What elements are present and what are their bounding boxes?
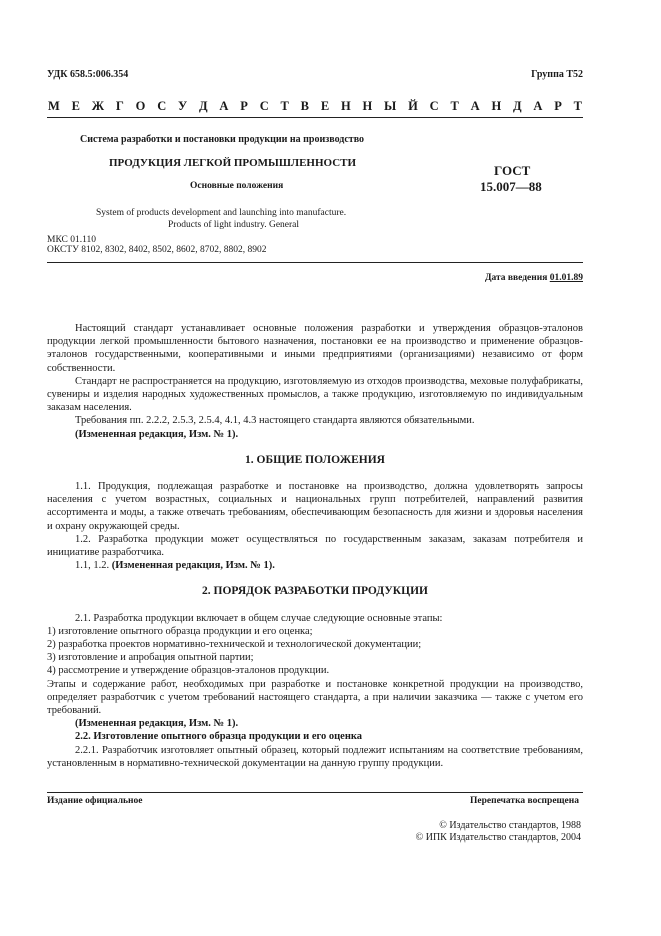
section-2-heading: 2. ПОРЯДОК РАЗРАБОТКИ ПРОДУКЦИИ xyxy=(202,585,428,598)
section-1-paragraph-2: 1.2. Разработка продукции может осуществляться по государственным заказам, заказам потребителя и инициативе разработчика. xyxy=(47,533,583,559)
list-item: 3) изготовление и апробация опытной партии; xyxy=(47,652,254,664)
amendment-text: (Измененная редакция, Изм. № 1). xyxy=(111,560,275,572)
section-1-paragraph-1: 1.1. Продукция, подлежащая разработке и постановке на производство, должна удовлетворять запросы населения с учетом возрастных, социальных и национальных групп потребителей, направлений развития ассортимента и моды, а также отвечать требованиям, обеспечивающим безопасность для жизни и здоровья населения и охрану окружающей среды. xyxy=(47,481,583,532)
section-2-paragraph-1: 2.1. Разработка продукции включает в общем случае следующие основные этапы: xyxy=(75,612,443,624)
subtitle: Основные положения xyxy=(190,181,284,191)
section-1-heading: 1. ОБЩИЕ ПОЛОЖЕНИЯ xyxy=(245,453,385,466)
document-body xyxy=(47,322,583,770)
gost-number: 15.007—88 xyxy=(480,179,542,194)
list-item: 4) рассмотрение и утверждение образцов-эталонов продукции. xyxy=(47,665,330,677)
section-2-amendment: (Измененная редакция, Изм. № 1). xyxy=(75,718,239,730)
intro-paragraph-2: Стандарт не распространяется на продукцию, изготовляемую из отходов производства, меховые полуфабрикаты, сувениры и изделия народных художественных промыслов, а также продукцию, изготовляемую по индивидуальным заказам населения. xyxy=(47,375,583,414)
copyright-2: © ИПК Издательство стандартов, 2004 xyxy=(415,832,581,843)
top-rule xyxy=(47,117,583,118)
udk-code: УДК 658.5:006.354 xyxy=(47,69,129,80)
mks-code: МКС 01.110 xyxy=(47,235,97,245)
system-title: Система разработки и постановки продукции на производство xyxy=(80,134,365,145)
list-item: 1) изготовление опытного образца продукции и его оценка; xyxy=(47,625,313,637)
date-value: 01.01.89 xyxy=(549,273,583,283)
section-2-paragraph-4: 2.2.1. Разработчик изготовляет опытный образец, который подлежит испытаниям на соответствие требованиям, установленным в нормативно-технической документации на данную группу продукции. xyxy=(47,744,583,769)
okstu-code: ОКСТУ 8102, 8302, 8402, 8502, 8602, 8702, 8802, 8902 xyxy=(47,245,267,255)
title-rule xyxy=(47,262,583,263)
product-title: ПРОДУКЦИЯ ЛЕГКОЙ ПРОМЫШЛЕННОСТИ xyxy=(109,157,357,169)
section-2-paragraph-2: Этапы и содержание работ, необходимых при разработке и постановке конкретной продукции на производство, определяет разработчик с учетом требований настоящего стандарта, а при наличии заказчика — также с учетом его требований. xyxy=(47,678,583,717)
official-edition: Издание официальное xyxy=(47,796,143,806)
english-title-line2: Products of light industry. General xyxy=(168,220,300,230)
effective-date xyxy=(485,273,583,283)
section-1-amendment xyxy=(47,559,583,572)
subsection-2-2-heading: 2.2. Изготовление опытного образца продукции и его оценка xyxy=(75,731,363,743)
footer-rule xyxy=(47,792,583,793)
intro-amendment: (Измененная редакция, Изм. № 1). xyxy=(75,428,239,440)
english-title-line1: System of products development and launching into manufacture. xyxy=(96,208,347,218)
gost-label: ГОСТ xyxy=(494,163,531,178)
intro-paragraph-3: Требования пп. 2.2.2, 2.5.3, 2.5.4, 4.1, 4.3 настоящего стандарта являются обязательными. xyxy=(75,415,475,427)
group-code: Группа Т52 xyxy=(531,69,583,80)
intro-paragraph-1: Настоящий стандарт устанавливает основные положения разработки и утверждения образцов-эталонов продукции легкой промышленности бытового назначения, постановки ее на производство и применение образцов-эталонов государственными, кооперативными и иными предприятиями (организациями) независимо от форм собственности. xyxy=(47,323,583,374)
standard-type: М Е Ж Г О С У Д А Р С Т В Е Н Н Ы Й С Т А Н Д А Р Т xyxy=(48,99,582,113)
amendment-ref: 1.1, 1.2. xyxy=(75,560,112,572)
date-label: Дата введения xyxy=(484,273,550,283)
reprint-forbidden: Перепечатка воспрещена xyxy=(469,796,579,806)
copyright-1: © Издательство стандартов, 1988 xyxy=(439,820,581,831)
list-item: 2) разработка проектов нормативно-технической и технологической документации; xyxy=(47,639,422,651)
